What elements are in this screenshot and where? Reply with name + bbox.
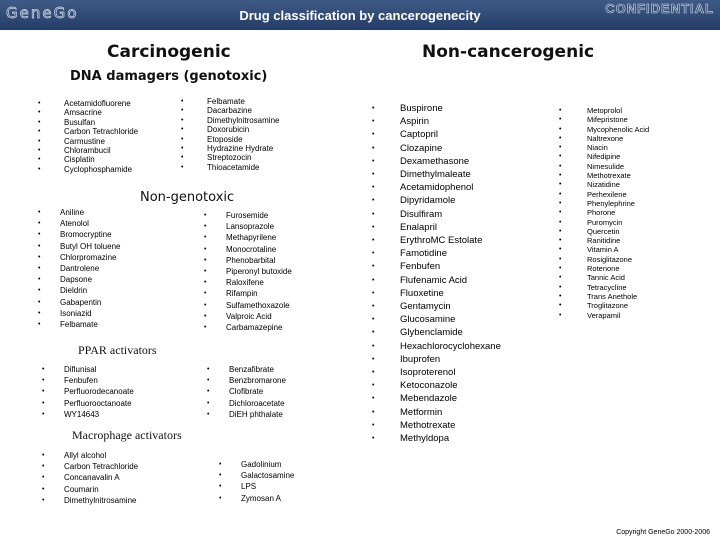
drug-list-item: • Metoprolol — [587, 106, 649, 115]
drug-list-item: • Vitamin A — [587, 245, 649, 254]
drug-list-item: • Mebendazole — [400, 392, 501, 405]
drug-list-item: • Carmustine — [64, 137, 138, 146]
ppar-activators-heading: PPAR activators — [78, 343, 157, 357]
drug-list-item: • Raloxifene — [226, 277, 292, 288]
slide-title: Drug classification by cancerogenecity — [239, 8, 481, 23]
drug-list-item: • Aniline — [60, 207, 120, 218]
non-genotoxic-list-2 — [226, 210, 292, 333]
drug-list-item: • Dapsone — [60, 274, 120, 285]
drug-list-item: • Tannic Acid — [587, 273, 649, 282]
drug-list-item: • Ibuprofen — [400, 353, 501, 366]
confidential-label: CONFIDENTIAL — [605, 1, 714, 16]
drug-list-item: • Amsacrine — [64, 108, 138, 117]
drug-list-item: • Etoposide — [207, 135, 279, 144]
drug-list-item: • Dipyridamole — [400, 194, 501, 207]
drug-list-item: • Allyl alcohol — [64, 450, 138, 461]
drug-list-item: • Galactosamine — [241, 470, 294, 481]
drug-list-item: • Quercetin — [587, 227, 649, 236]
non-genotoxic-list-1 — [60, 207, 120, 330]
drug-list-item: • ErythroMC Estolate — [400, 234, 501, 247]
drug-list-item: • Piperonyl butoxide — [226, 266, 292, 277]
drug-list-item: • Isoproterenol — [400, 366, 501, 379]
drug-list-item: • Busulfan — [64, 118, 138, 127]
drug-list-item: • Monocrotaline — [226, 244, 292, 255]
drug-list-item: • Bromocryptine — [60, 229, 120, 240]
drug-list-item: • Benzbromarone — [229, 375, 286, 386]
drug-list-item: • Methapyrilene — [226, 232, 292, 243]
non-cancerogenic-list-2 — [587, 106, 649, 320]
dna-damagers-list-2 — [207, 97, 279, 172]
drug-list-item: • LPS — [241, 481, 294, 492]
drug-list-item: • Buspirone — [400, 102, 501, 115]
macrophage-activators-heading: Macrophage activators — [72, 428, 182, 442]
drug-list-item: • Dimethylmaleate — [400, 168, 501, 181]
drug-list-item: • Gadolinium — [241, 459, 294, 470]
drug-list-item: • Ketoconazole — [400, 379, 501, 392]
drug-list-item: • Mycophenolic Acid — [587, 125, 649, 134]
drug-list-item: • Acetamidophenol — [400, 181, 501, 194]
carcinogenic-heading: Carcinogenic — [107, 42, 231, 62]
drug-list-item: • Furosemide — [226, 210, 292, 221]
drug-list-item: • Perfluorooctanoate — [64, 398, 134, 409]
drug-list-item: • Dichloroacetate — [229, 398, 286, 409]
drug-list-item: • Phenobarbital — [226, 255, 292, 266]
drug-list-item: • Fenbufen — [400, 260, 501, 273]
drug-list-item: • Atenolol — [60, 218, 120, 229]
drug-list-item: • Carbon Tetrachloride — [64, 127, 138, 136]
drug-list-item: • Chlorambucil — [64, 146, 138, 155]
drug-list-item: • Gentamycin — [400, 300, 501, 313]
drug-list-item: • Streptozocin — [207, 153, 279, 162]
drug-list-item: • Lansoprazole — [226, 221, 292, 232]
drug-list-item: • Nifedipine — [587, 152, 649, 161]
drug-list-item: • Butyl OH toluene — [60, 241, 120, 252]
drug-list-item: • Doxorubicin — [207, 125, 279, 134]
drug-list-item: • Troglitazone — [587, 301, 649, 310]
drug-list-item: • Clozapine — [400, 142, 501, 155]
drug-list-item: • Perhexilene — [587, 190, 649, 199]
drug-list-item: • Rotenone — [587, 264, 649, 273]
drug-list-item: • Flufenamic Acid — [400, 274, 501, 287]
drug-list-item: • Acetamidofluorene — [64, 99, 138, 108]
drug-list-item: • Felbamate — [60, 319, 120, 330]
dna-damagers-heading: DNA damagers (genotoxic) — [70, 69, 268, 84]
macrophage-list-1 — [64, 450, 138, 506]
drug-list-item: • Dantrolene — [60, 263, 120, 274]
ppar-list-2 — [229, 364, 286, 420]
drug-list-item: • Enalapril — [400, 221, 501, 234]
non-cancerogenic-list-1 — [400, 102, 501, 445]
drug-list-item: • Trans Anethole — [587, 292, 649, 301]
drug-list-item: • Nimesulide — [587, 162, 649, 171]
genego-logo: GeneGo — [6, 4, 79, 22]
drug-list-item: • Dexamethasone — [400, 155, 501, 168]
drug-list-item: • Concanavalin A — [64, 472, 138, 483]
drug-list-item: • Thioacetamide — [207, 163, 279, 172]
drug-list-item: • Methotrexate — [400, 419, 501, 432]
drug-list-item: • Sulfamethoxazole — [226, 300, 292, 311]
drug-list-item: • Zymosan A — [241, 493, 294, 504]
drug-list-item: • Puromycin — [587, 218, 649, 227]
drug-list-item: • Chlorpromazine — [60, 252, 120, 263]
drug-list-item: • Isoniazid — [60, 308, 120, 319]
macrophage-list-2 — [241, 459, 294, 504]
drug-list-item: • Cisplatin — [64, 155, 138, 164]
drug-list-item: • Perfluorodecanoate — [64, 386, 134, 397]
drug-list-item: • Famotidine — [400, 247, 501, 260]
drug-list-item: • Dimethylnitrosamine — [207, 116, 279, 125]
drug-list-item: • Glybenclamide — [400, 326, 501, 339]
drug-list-item: • Carbamazepine — [226, 322, 292, 333]
drug-list-item: • DiEH phthalate — [229, 409, 286, 420]
drug-list-item: • Valproic Acid — [226, 311, 292, 322]
drug-list-item: • Captopril — [400, 128, 501, 141]
drug-list-item: • Glucosamine — [400, 313, 501, 326]
ppar-list-1 — [64, 364, 134, 420]
drug-list-item: • Niacin — [587, 143, 649, 152]
drug-list-item: • Phorone — [587, 208, 649, 217]
drug-list-item: • Diflunisal — [64, 364, 134, 375]
drug-list-item: • Carbon Tetrachloride — [64, 461, 138, 472]
drug-list-item: • Aspirin — [400, 115, 501, 128]
drug-list-item: • Naltrexone — [587, 134, 649, 143]
drug-list-item: • Methyldopa — [400, 432, 501, 445]
drug-list-item: • Hexachlorocyclohexane — [400, 340, 501, 353]
drug-list-item: • Disulfiram — [400, 208, 501, 221]
drug-list-item: • Rosiglitazone — [587, 255, 649, 264]
drug-list-item: • WY14643 — [64, 409, 134, 420]
drug-list-item: • Fenbufen — [64, 375, 134, 386]
drug-list-item: • Felbamate — [207, 97, 279, 106]
drug-list-item: • Verapamil — [587, 311, 649, 320]
drug-list-item: • Methotrexate — [587, 171, 649, 180]
copyright-footer: Copyright GeneGo 2000-2006 — [616, 529, 710, 536]
drug-list-item: • Nizatidine — [587, 180, 649, 189]
drug-list-item: • Rifampin — [226, 288, 292, 299]
drug-list-item: • Gabapentin — [60, 297, 120, 308]
drug-list-item: • Mifepristone — [587, 115, 649, 124]
drug-list-item: • Dacarbazine — [207, 106, 279, 115]
drug-list-item: • Hydrazine Hydrate — [207, 144, 279, 153]
non-cancerogenic-heading: Non-cancerogenic — [422, 42, 595, 62]
drug-list-item: • Metformin — [400, 406, 501, 419]
drug-list-item: • Dimethylnitrosamine — [64, 495, 138, 506]
dna-damagers-list-1 — [64, 99, 138, 174]
drug-list-item: • Ranitidine — [587, 236, 649, 245]
non-genotoxic-heading: Non-genotoxic — [140, 190, 235, 205]
drug-list-item: • Benzafibrate — [229, 364, 286, 375]
drug-list-item: • Fluoxetine — [400, 287, 501, 300]
drug-list-item: • Cyclophosphamide — [64, 165, 138, 174]
drug-list-item: • Coumarin — [64, 484, 138, 495]
drug-list-item: • Dieldrin — [60, 285, 120, 296]
drug-list-item: • Clofibrate — [229, 386, 286, 397]
drug-list-item: • Phenylephrine — [587, 199, 649, 208]
drug-list-item: • Tetracycline — [587, 283, 649, 292]
